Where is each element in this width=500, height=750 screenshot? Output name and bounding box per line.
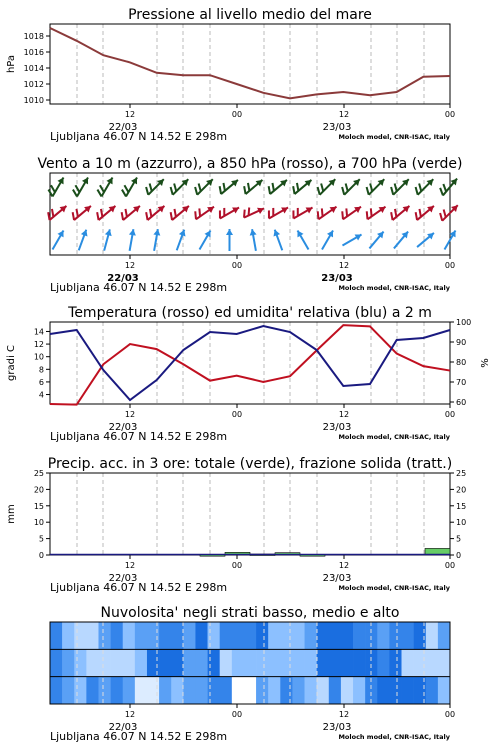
- cloud-cell: [123, 677, 135, 704]
- model-credit: Moloch model, CNR-ISAC, Italy: [338, 133, 450, 141]
- x-tick-label: 12: [124, 410, 136, 419]
- wind-barb: [294, 229, 311, 252]
- cloud-cell: [292, 622, 304, 649]
- cloud-cell: [135, 649, 147, 676]
- y-tick-label: 12: [33, 340, 44, 350]
- wind-barb: [341, 231, 364, 248]
- y-tick-label-right: 90: [456, 338, 467, 347]
- barb-head: [106, 176, 115, 185]
- cloud-cell: [402, 649, 414, 676]
- cloud-cell: [123, 622, 135, 649]
- wind-barb: [226, 229, 233, 251]
- cloud-cell: [305, 622, 317, 649]
- wind-barb: [173, 228, 187, 251]
- cloud-cell: [317, 622, 329, 649]
- date-label: 22/03: [108, 122, 138, 133]
- cloud-cell: [220, 649, 232, 676]
- cloud-cell: [353, 649, 365, 676]
- date-label: 22/03: [108, 422, 138, 433]
- barb-head: [355, 231, 364, 240]
- cloud-cell: [195, 649, 207, 676]
- x-tick-label: 00: [231, 110, 243, 119]
- x-tick-label: 12: [124, 261, 136, 270]
- y-tick-label: 14: [33, 327, 44, 337]
- date-label: 22/03: [108, 573, 138, 584]
- plot-frame: [50, 322, 450, 404]
- x-tick-label: 12: [338, 561, 350, 570]
- cloud-cell: [353, 622, 365, 649]
- cloud-cell: [353, 677, 365, 704]
- cloud-cell: [244, 677, 256, 704]
- chart-title: Precip. acc. in 3 ore: totale (verde), frazione solida (tratt.): [47, 456, 453, 472]
- wind-barb: [49, 229, 66, 252]
- cloud-cell: [220, 622, 232, 649]
- wind-barb: [241, 175, 265, 197]
- cloud-cell: [86, 622, 98, 649]
- x-tick-label: 00: [231, 410, 243, 419]
- date-label: 23/03: [322, 722, 352, 733]
- location-label: Ljubljana 46.07 N 14.52 E 298m: [50, 581, 228, 594]
- location-label: Ljubljana 46.07 N 14.52 E 298m: [50, 430, 228, 443]
- wind-barb: [413, 174, 436, 197]
- date-label: 22/03: [107, 273, 139, 284]
- wind-barb: [388, 201, 412, 223]
- wind-barb: [363, 201, 387, 222]
- y-tick-label-right: 70: [456, 378, 467, 387]
- barb-head: [327, 229, 336, 238]
- y-tick-label: 4: [38, 390, 44, 400]
- cloud-cell: [50, 622, 62, 649]
- cloud-cell: [208, 677, 220, 704]
- cloud-cell: [341, 622, 353, 649]
- x-tick-label: 00: [444, 561, 456, 570]
- wind-barb: [151, 229, 162, 252]
- cloud-cell: [135, 677, 147, 704]
- cloud-cell: [292, 677, 304, 704]
- cloud-cell: [438, 622, 450, 649]
- cloud-cell: [171, 677, 183, 704]
- temperature-line: [50, 325, 450, 404]
- cloud-cell: [280, 649, 292, 676]
- wind-barb: [391, 229, 411, 250]
- cloud-cell: [317, 649, 329, 676]
- cloud-cell: [244, 649, 256, 676]
- cloud-cell: [147, 622, 159, 649]
- cloud-cell: [280, 622, 292, 649]
- cloud-cell: [232, 622, 244, 649]
- cloud-cell: [208, 649, 220, 676]
- cloud-cell: [389, 677, 401, 704]
- cloud-cell: [171, 649, 183, 676]
- cloud-cell: [111, 677, 123, 704]
- y-tick-label: 1018: [23, 32, 44, 41]
- y-tick-label-right: 5: [456, 534, 462, 544]
- cloud-cell: [438, 677, 450, 704]
- cloud-cell: [183, 649, 195, 676]
- cloud-cell: [256, 622, 268, 649]
- x-tick-label: 12: [124, 710, 136, 719]
- barb-head: [204, 229, 213, 238]
- wind-barb: [143, 174, 166, 197]
- y-tick-label: 1014: [23, 64, 44, 73]
- barb-head: [281, 204, 290, 213]
- barb-head: [449, 229, 458, 238]
- cloud-cell: [111, 649, 123, 676]
- cloud-cell: [183, 622, 195, 649]
- cloud-cell: [98, 649, 110, 676]
- x-tick-label: 00: [444, 110, 456, 119]
- wind-barb: [271, 228, 285, 251]
- cloud-cell: [256, 649, 268, 676]
- wind-barb: [249, 229, 260, 252]
- cloud-cell: [123, 649, 135, 676]
- y-axis-label-right: %: [480, 358, 491, 368]
- date-label: 23/03: [322, 573, 352, 584]
- x-tick-label: 00: [444, 261, 456, 270]
- cloud-cell: [377, 677, 389, 704]
- wind-barb: [315, 174, 338, 197]
- wind-barb: [388, 174, 411, 197]
- y-tick-label-right: 10: [456, 518, 467, 528]
- wind-barb: [241, 202, 265, 221]
- cloud-cell: [62, 622, 74, 649]
- wind-barb: [339, 174, 362, 197]
- x-tick-label: 00: [444, 710, 456, 719]
- wind-barb: [415, 230, 436, 250]
- cloud-cell: [183, 677, 195, 704]
- wind-barb: [438, 174, 460, 198]
- barb-head: [131, 176, 140, 185]
- cloud-cell: [402, 622, 414, 649]
- y-axis-label: hPa: [6, 54, 17, 74]
- x-tick-label: 12: [124, 561, 136, 570]
- x-tick-label: 00: [231, 710, 243, 719]
- cloud-cell: [268, 649, 280, 676]
- cloud-cell: [232, 649, 244, 676]
- x-tick-label: 00: [444, 410, 456, 419]
- wind-barb: [71, 174, 91, 198]
- cloud-cell: [389, 649, 401, 676]
- wind-barb: [367, 229, 387, 250]
- y-tick-label: 25: [33, 469, 44, 478]
- cloud-cell: [377, 622, 389, 649]
- y-tick-label: 10: [33, 352, 44, 362]
- y-tick-label: 5: [38, 534, 44, 544]
- cloud-cell: [305, 677, 317, 704]
- x-tick-label: 00: [231, 261, 243, 270]
- wind-barb: [120, 174, 140, 198]
- wind-barb: [46, 174, 66, 198]
- cloud-cell: [98, 622, 110, 649]
- cloud-cell: [341, 677, 353, 704]
- cloud-cell: [86, 677, 98, 704]
- wind-barb: [216, 201, 240, 221]
- date-label: 23/03: [322, 422, 352, 433]
- date-label: 23/03: [322, 122, 352, 133]
- location-label: Ljubljana 46.07 N 14.52 E 298m: [50, 130, 228, 143]
- cloud-cell: [268, 677, 280, 704]
- y-tick-label: 10: [33, 518, 44, 528]
- cloud-cell: [159, 622, 171, 649]
- cloud-cell: [244, 622, 256, 649]
- cloud-cell: [329, 649, 341, 676]
- cloud-cell: [159, 677, 171, 704]
- cloud-cell: [220, 677, 232, 704]
- humidity-line: [50, 326, 450, 400]
- wind-barb: [143, 201, 167, 223]
- location-label: Ljubljana 46.07 N 14.52 E 298m: [50, 730, 228, 743]
- barb-head: [306, 204, 315, 213]
- wind-barb: [192, 201, 216, 222]
- y-tick-label-right: 20: [456, 485, 467, 495]
- wind-barb: [95, 174, 115, 198]
- pressure-line: [50, 28, 450, 98]
- date-label: 22/03: [108, 722, 138, 733]
- x-tick-label: 12: [338, 710, 350, 719]
- y-tick-label: 0: [38, 551, 44, 560]
- x-tick-label: 12: [124, 110, 136, 119]
- y-tick-label: 1016: [23, 48, 44, 57]
- cloud-cell: [426, 677, 438, 704]
- wind-barb: [266, 175, 290, 197]
- model-credit: Moloch model, CNR-ISAC, Italy: [338, 284, 450, 292]
- x-tick-label: 12: [338, 410, 350, 419]
- barb-head: [57, 229, 66, 238]
- barb-head: [232, 204, 241, 213]
- cloud-cell: [195, 677, 207, 704]
- cloud-cell: [426, 649, 438, 676]
- wind-barb: [168, 201, 192, 223]
- y-tick-label: 20: [33, 485, 44, 495]
- location-label: Ljubljana 46.07 N 14.52 E 298m: [50, 281, 228, 294]
- cloud-cell: [74, 622, 86, 649]
- wind-barb: [319, 229, 336, 252]
- wind-barb: [45, 201, 69, 223]
- wind-barb: [75, 228, 89, 251]
- cloud-cell: [111, 622, 123, 649]
- chart-title: Pressione al livello medio del mare: [128, 7, 372, 23]
- wind-barb: [364, 174, 387, 197]
- chart-title: Vento a 10 m (azzurro), a 850 hPa (rosso), a 700 hPa (verde): [37, 156, 463, 172]
- barb-head: [226, 229, 233, 235]
- cloud-cell: [62, 649, 74, 676]
- cloud-cell: [86, 649, 98, 676]
- cloud-cell: [268, 622, 280, 649]
- wind-barb: [119, 201, 143, 223]
- cloud-cell: [159, 649, 171, 676]
- wind-barb: [265, 201, 289, 221]
- x-tick-label: 12: [338, 110, 350, 119]
- plot-frame: [50, 473, 450, 555]
- model-credit: Moloch model, CNR-ISAC, Italy: [338, 733, 450, 741]
- cloud-cell: [232, 677, 244, 704]
- cloud-cell: [147, 677, 159, 704]
- x-tick-label: 12: [338, 261, 350, 270]
- wind-barb: [339, 201, 363, 222]
- cloud-cell: [292, 649, 304, 676]
- cloud-cell: [62, 677, 74, 704]
- y-tick-label-right: 80: [456, 358, 467, 367]
- cloud-cell: [280, 677, 292, 704]
- model-credit: Moloch model, CNR-ISAC, Italy: [338, 584, 450, 592]
- barb-head: [294, 229, 303, 238]
- y-tick-label-right: 100: [456, 318, 472, 327]
- wind-barb: [196, 229, 213, 252]
- y-tick-label-right: 0: [456, 551, 462, 560]
- y-tick-label: 8: [38, 365, 44, 375]
- cloud-cell: [50, 677, 62, 704]
- wind-barb: [126, 229, 137, 252]
- y-tick-label: 15: [33, 501, 44, 511]
- cloud-cell: [74, 649, 86, 676]
- wind-barb: [437, 200, 460, 223]
- date-label: 23/03: [321, 273, 353, 284]
- y-axis-label: gradi C: [6, 345, 17, 381]
- y-tick-label: 1012: [23, 80, 44, 89]
- cloud-cell: [147, 649, 159, 676]
- cloud-cell: [98, 677, 110, 704]
- chart-title: Temperatura (rosso) ed umidita' relativa (blu) a 2 m: [68, 305, 432, 321]
- cloud-cell: [317, 677, 329, 704]
- cloud-cell: [341, 649, 353, 676]
- wind-barb: [94, 201, 118, 223]
- cloud-cell: [402, 677, 414, 704]
- x-tick-label: 00: [231, 561, 243, 570]
- cloud-cell: [50, 649, 62, 676]
- wind-barb: [70, 201, 94, 223]
- cloud-cell: [256, 677, 268, 704]
- wind-barb: [290, 201, 314, 221]
- cloud-cell: [377, 649, 389, 676]
- wind-barb: [314, 201, 338, 222]
- cloud-cell: [74, 677, 86, 704]
- barb-head: [57, 176, 66, 185]
- wind-barb: [192, 174, 215, 197]
- wind-barb: [217, 175, 241, 197]
- cloud-cell: [135, 622, 147, 649]
- y-tick-label: 6: [38, 377, 44, 387]
- cloud-cell: [426, 622, 438, 649]
- y-tick-label-right: 60: [456, 398, 467, 407]
- y-tick-label-right: 15: [456, 501, 467, 511]
- cloud-cell: [389, 622, 401, 649]
- model-credit: Moloch model, CNR-ISAC, Italy: [338, 433, 450, 441]
- y-axis-label: mm: [6, 504, 17, 524]
- cloud-cell: [305, 649, 317, 676]
- chart-title: Nuvolosita' negli strati basso, medio e alto: [100, 605, 400, 621]
- cloud-cell: [329, 677, 341, 704]
- cloud-cell: [195, 622, 207, 649]
- cloud-cell: [208, 622, 220, 649]
- cloud-cell: [171, 622, 183, 649]
- y-tick-label-right: 25: [456, 469, 467, 478]
- wind-barb: [290, 175, 314, 197]
- y-tick-label: 1010: [23, 96, 44, 105]
- cloud-cell: [329, 622, 341, 649]
- cloud-cell: [438, 649, 450, 676]
- barb-head: [82, 176, 91, 185]
- wind-barb: [168, 174, 191, 197]
